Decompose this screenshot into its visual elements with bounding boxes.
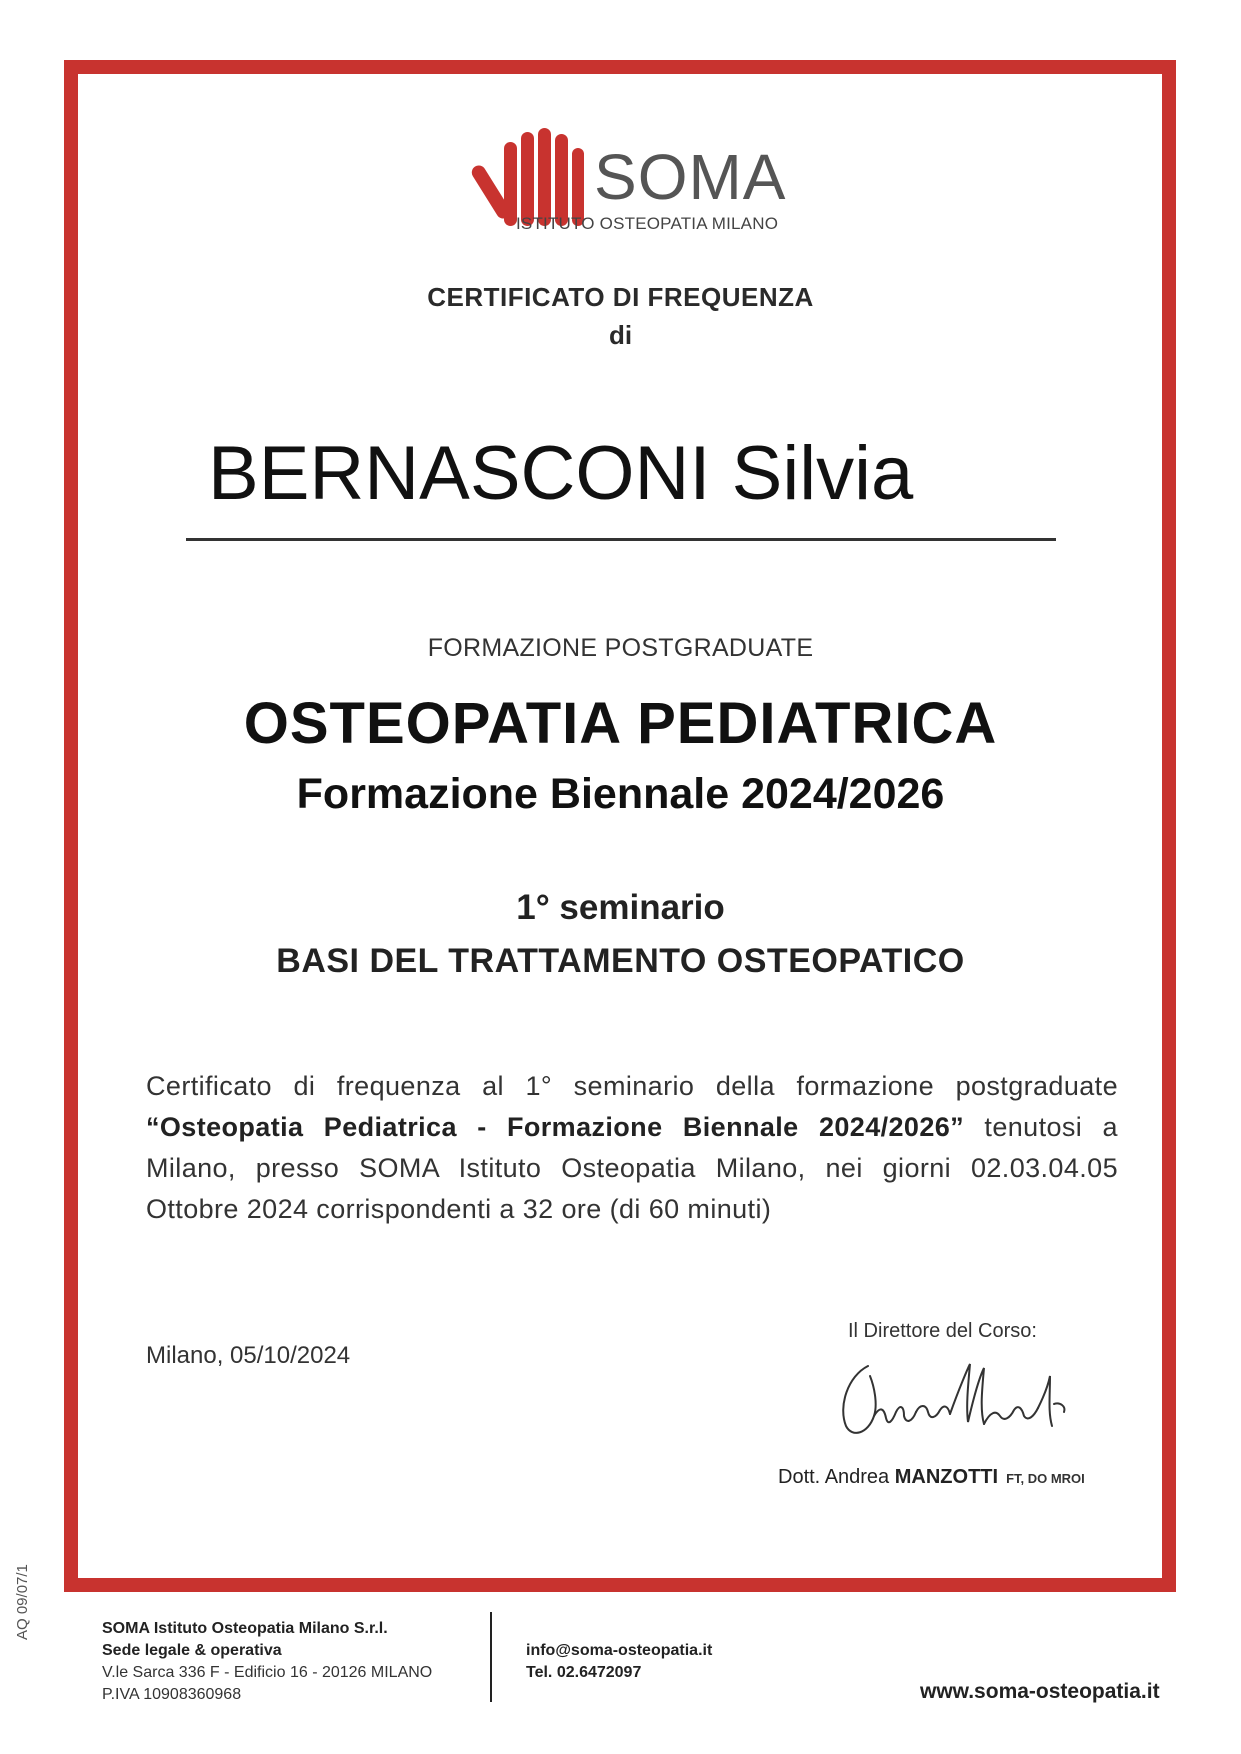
seminar-title: BASI DEL TRATTAMENTO OSTEOPATICO (276, 942, 965, 980)
name-underline (186, 538, 1056, 541)
program-type: FORMAZIONE POSTGRADUATE (427, 634, 814, 662)
recipient-name: BERNASCONI Silvia (208, 431, 914, 516)
footer-website-link[interactable]: www.soma-osteopatia.it (920, 1680, 1160, 1703)
body-part-1: Certificato di frequenza al 1° seminario della formazione postgraduate (146, 1071, 1118, 1101)
certificate-body (146, 1066, 1118, 1230)
director-label: Il Direttore del Corso: (848, 1320, 1037, 1342)
footer-divider (490, 1612, 492, 1702)
course-title: OSTEOPATIA PEDIATRICA (243, 691, 998, 756)
director-title: FT, DO MROI (1006, 1471, 1085, 1486)
footer-contacts (526, 1640, 712, 1684)
logo-subtitle: ISTITUTO OSTEOPATIA MILANO (516, 214, 779, 233)
certificate-title: CERTIFICATO DI FREQUENZA (427, 282, 814, 312)
footer-address: V.le Sarca 336 F - Edificio 16 - 20126 MILANO (102, 1664, 433, 1681)
course-subtitle: Formazione Biennale 2024/2026 (296, 770, 945, 818)
director-surname: MANZOTTI (894, 1466, 999, 1488)
signature-icon (828, 1346, 1088, 1446)
certificate-of: di (608, 320, 633, 350)
document-code: AQ 09/07/1 (14, 1564, 31, 1640)
footer-phone: Tel. 02.6472097 (526, 1664, 642, 1681)
place-date: Milano, 05/10/2024 (146, 1342, 351, 1369)
footer-company-info (102, 1618, 432, 1706)
director-prefix: Dott. Andrea (778, 1466, 895, 1488)
director-name (778, 1466, 1085, 1489)
footer-vat: P.IVA 10908360968 (102, 1686, 242, 1703)
body-course-bold: “Osteopatia Pediatrica - Formazione Biennale 2024/2026” (146, 1112, 965, 1142)
footer-office-label: Sede legale & operativa (102, 1642, 282, 1659)
seminar-number: 1° seminario (516, 888, 725, 927)
logo-brand: SOMA (594, 141, 787, 213)
footer-company: SOMA Istituto Osteopatia Milano S.r.l. (102, 1620, 388, 1637)
body-part-2: tenutosi a Milano, presso SOMA Istituto Osteopatia Milano, nei giorni 02.03.04.05 Ottobre 2024 corrispondenti a 32 ore (di 60 minuti) (146, 1112, 1118, 1224)
footer-email[interactable]: info@soma-osteopatia.it (526, 1642, 713, 1659)
